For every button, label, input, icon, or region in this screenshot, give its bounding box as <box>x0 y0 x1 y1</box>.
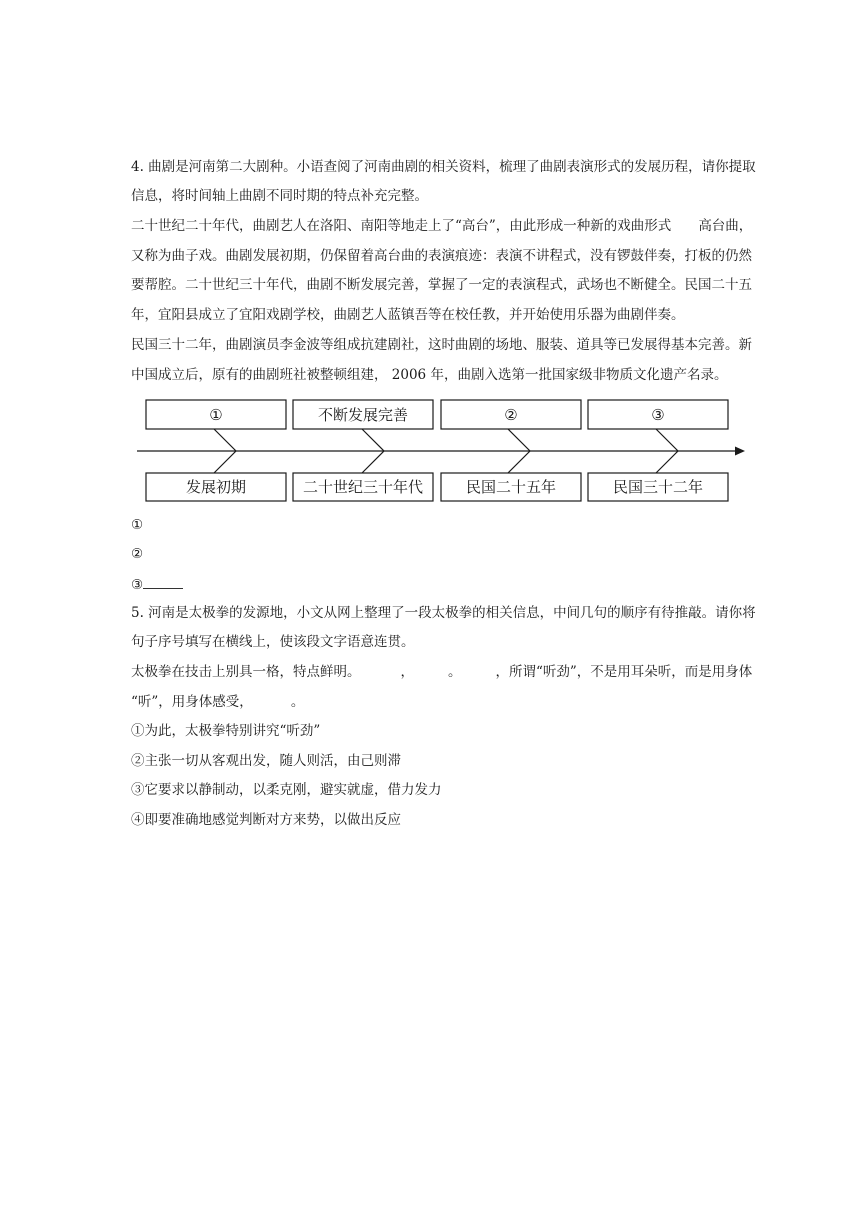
timeline-bottom-label: 二十世纪三十年代 <box>302 478 424 496</box>
q5-intro-line-2: 句子序号填写在横线上，使该段文字语意连贯。 <box>131 634 415 650</box>
q4-passage-line-2: 又称为曲子戏。曲剧发展初期，仍保留着高台曲的表演痕迹：表演不讲程式，没有锣鼓伴奏，打板的仍然 <box>131 248 752 264</box>
punctuation: ， <box>400 664 414 680</box>
q4-intro-line-2: 信息，将时间轴上曲剧不同时期的特点补充完整。 <box>131 188 428 204</box>
option-1: ①为此，太极拳特别讲究“听劲” <box>131 723 321 739</box>
answer-blank[interactable] <box>143 574 183 589</box>
answer-marker: ③ <box>131 577 144 593</box>
timeline-diagram <box>0 0 867 520</box>
q4-passage-line-4: 年，宜阳县成立了宜阳戏剧学校，曲剧艺人蓝镇吾等在校任教，并开始使用乐器为曲剧伴奏。 <box>131 307 685 323</box>
q4-passage-line-5: 民国三十二年，曲剧演员李金波等组成抗建剧社，这时曲剧的场地、服装、道具等已发展得基本完善。新 <box>131 337 752 353</box>
q4-passage-line-6: 中国成立后，原有的曲剧班社被整顿组建， 2006 年，曲剧入选第一批国家级非物质文化遗产名录。 <box>131 367 728 383</box>
timeline-arrowhead <box>735 447 745 456</box>
q5-intro-line-1: 5. 河南是太极拳的发源地，小文从网上整理了一段太极拳的相关信息，中间几句的顺序有待推敲。请你将 <box>131 605 756 621</box>
timeline-bottom-label: 民国二十五年 <box>465 478 557 496</box>
q4-passage-line-3: 要帮腔。二十世纪三十年代，曲剧不断发展完善，掌握了一定的表演程式，武场也不断健全。民国二十五 <box>131 277 752 293</box>
q4-passage-text: 二十世纪二十年代，曲剧艺人在洛阳、南阳等地走上了“高台”，由此形成一种新的戏曲形式 <box>131 218 672 234</box>
q4-intro-line-1: 4. 曲剧是河南第二大剧种。小语查阅了河南曲剧的相关资料，梳理了曲剧表演形式的发展历程，请你提取 <box>131 159 756 175</box>
option-4: ④即要准确地感觉判断对方来势，以做出反应 <box>131 812 401 828</box>
option-2: ②主张一切从客观出发，随人则活，由己则滞 <box>131 753 401 769</box>
timeline-bottom-boxes <box>146 473 728 501</box>
option-3: ③它要求以静制动，以柔克刚，避实就虚，借力发力 <box>131 782 442 798</box>
punctuation: 。 <box>448 664 462 680</box>
timeline-top-label: ② <box>504 406 518 424</box>
q4-passage-text: 高台曲， <box>698 218 753 234</box>
answer-line-1: ① <box>131 517 144 533</box>
q5-passage-line-1 <box>131 662 752 682</box>
answer-line-2: ② <box>131 546 144 562</box>
timeline-top-boxes <box>146 400 728 429</box>
timeline-bottom-label: 民国三十二年 <box>612 478 704 496</box>
punctuation: 。 <box>290 694 305 710</box>
q5-passage-text: “听”，用身体感受， <box>131 694 253 710</box>
timeline-bottom-label: 发展初期 <box>185 478 247 496</box>
q5-passage-text: ，所谓“听劲”，不是用耳朵听，而是用身体 <box>495 664 753 680</box>
timeline-top-label: 不断发展完善 <box>317 406 409 424</box>
timeline-top-label: ① <box>209 406 223 424</box>
q5-passage-text: 太极拳在技击上别具一格，特点鲜明。 <box>131 664 361 680</box>
q5-passage-line-2 <box>131 692 304 712</box>
answer-line-3 <box>131 574 183 595</box>
timeline-top-label: ③ <box>651 406 665 424</box>
